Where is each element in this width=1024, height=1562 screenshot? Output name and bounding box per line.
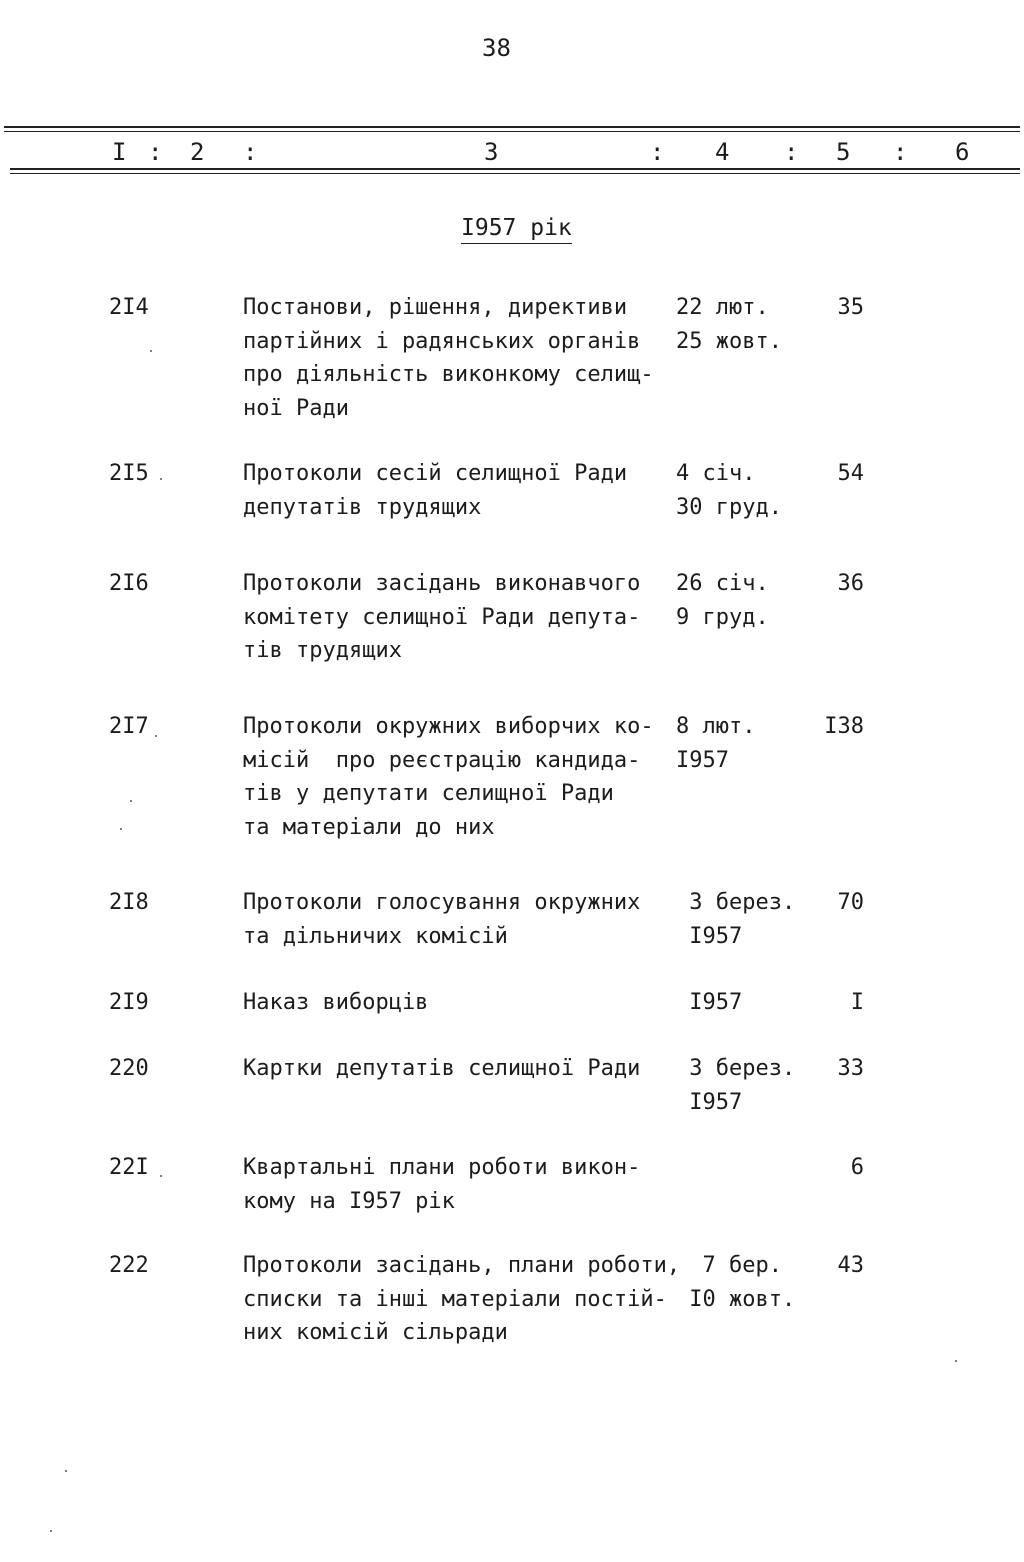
entry-dates [676, 710, 806, 777]
entry-number: 2I7 [109, 714, 149, 739]
entry-title-line: та дільничих комісій [243, 923, 508, 949]
entry-sheet-count: 36 [837, 571, 864, 596]
column-separator: : [893, 138, 908, 166]
entry-title [243, 886, 683, 953]
entry-title [243, 457, 683, 524]
entry-date-line: 30 груд. [676, 494, 782, 520]
column-separator: : [784, 138, 799, 166]
entry-title-line: Протоколи окружних виборчих ко- [243, 714, 654, 739]
entry-title [243, 567, 683, 668]
entry-title-line: партійних і радянських органів [243, 328, 641, 354]
page-number: 38 [482, 34, 511, 62]
entry-date-line: I0 жовт. [676, 1286, 796, 1312]
entry-date-line: 4 січ. [676, 461, 756, 486]
entry-title-line: Наказ виборців [243, 990, 429, 1015]
entry-sheet-count: 70 [837, 890, 864, 915]
entry-number: 222 [109, 1253, 149, 1278]
entry-title-line: місій про реєстрацію кандида- [243, 747, 641, 773]
column-header-2: 2 [190, 138, 205, 166]
entry-title-line: тів трудящих [243, 638, 402, 663]
header-rule-top [4, 126, 1020, 128]
entry-number: 220 [109, 1056, 149, 1081]
entry-title-line: Постанови, рішення, директиви [243, 295, 628, 320]
entry-sheet-count: 35 [837, 295, 864, 320]
entry-date-line: 3 берез. [676, 890, 796, 915]
entry-number: 2I5 [109, 461, 149, 486]
entry-date-line: 25 жовт. [676, 328, 782, 354]
column-separator: : [148, 138, 163, 166]
column-header-5: 5 [836, 138, 851, 166]
scan-speck [50, 1530, 52, 1532]
entry-number: 2I6 [109, 571, 149, 596]
entry-title [243, 291, 683, 425]
entry-title-line: кому на I957 рік [243, 1188, 455, 1214]
entry-date-line: I957 [676, 1089, 743, 1115]
entry-date-line: 9 груд. [676, 604, 769, 630]
column-header-1: I [112, 138, 127, 166]
entry-title [243, 1151, 683, 1218]
year-heading: I957 рік [461, 214, 572, 244]
entry-sheet-count: I [850, 990, 864, 1015]
entry-title-line: ної Ради [243, 395, 349, 421]
entry-title-line: про діяльність виконкому селищ- [243, 362, 654, 387]
entry-date-line: I957 [676, 923, 743, 949]
entry-sheet-count: I38 [824, 714, 864, 739]
entry-sheet-count: 33 [837, 1056, 864, 1081]
entry-dates [676, 986, 806, 1020]
entry-title-line: та матеріали до них [243, 814, 495, 840]
entry-title-line: Протоколи голосування окружних [243, 890, 641, 915]
entry-sheet-count: 43 [837, 1253, 864, 1278]
entry-title-line: списки та інші матеріали постій- [243, 1286, 667, 1312]
entry-dates [676, 291, 806, 358]
scan-speck [160, 1175, 162, 1177]
column-header-6: 6 [955, 138, 970, 166]
entry-title [243, 710, 683, 844]
entry-title-line: депутатів трудящих [243, 494, 482, 520]
entry-sheet-count: 54 [837, 461, 864, 486]
entry-date-line: 26 січ. [676, 571, 769, 596]
entry-date-line: 7 бер. [676, 1253, 782, 1278]
entry-dates [676, 457, 806, 524]
entry-title [243, 1249, 683, 1350]
entry-title-line: Протоколи засідань виконавчого [243, 571, 641, 596]
scan-speck [150, 350, 152, 352]
entry-title-line: них комісій сільради [243, 1320, 508, 1345]
column-separator: : [650, 138, 665, 166]
entry-number: 2I4 [109, 295, 149, 320]
header-rule-top-thin [4, 131, 1020, 132]
entry-dates [676, 1249, 806, 1316]
column-header-3: 3 [484, 138, 499, 166]
scan-speck [955, 1360, 957, 1362]
column-header-4: 4 [715, 138, 730, 166]
entry-title-line: Протоколи засідань, плани роботи, [243, 1253, 681, 1278]
entry-title-line: Картки депутатів селищної Ради [243, 1056, 641, 1081]
entry-title [243, 1052, 683, 1086]
header-rule-bottom [10, 168, 1020, 170]
scan-speck [120, 828, 122, 830]
entry-title [243, 986, 683, 1020]
entry-date-line: 3 берез. [676, 1056, 796, 1081]
scan-speck [160, 478, 162, 480]
entry-date-line: 8 лют. [676, 714, 756, 739]
entry-dates [676, 886, 806, 953]
entry-sheet-count: 6 [850, 1155, 864, 1180]
entry-title-line: тів у депутати селищної Ради [243, 781, 614, 806]
entry-number: 22I [109, 1155, 149, 1180]
column-separator: : [243, 138, 258, 166]
entry-title-line: комітету селищної Ради депута- [243, 604, 641, 630]
entry-dates [676, 567, 806, 634]
entry-date-line: 22 лют. [676, 295, 769, 320]
entry-date-line: I957 [676, 990, 743, 1015]
entry-date-line: I957 [676, 747, 729, 773]
scan-speck [130, 800, 132, 802]
header-rule-bottom-thin [10, 173, 1020, 174]
entry-number: 2I8 [109, 890, 149, 915]
entry-number: 2I9 [109, 990, 149, 1015]
entry-dates [676, 1052, 806, 1119]
entry-title-line: Квартальні плани роботи викон- [243, 1155, 641, 1180]
scan-speck [155, 735, 157, 737]
scan-speck [65, 1470, 67, 1472]
entry-title-line: Протоколи сесій селищної Ради [243, 461, 628, 486]
